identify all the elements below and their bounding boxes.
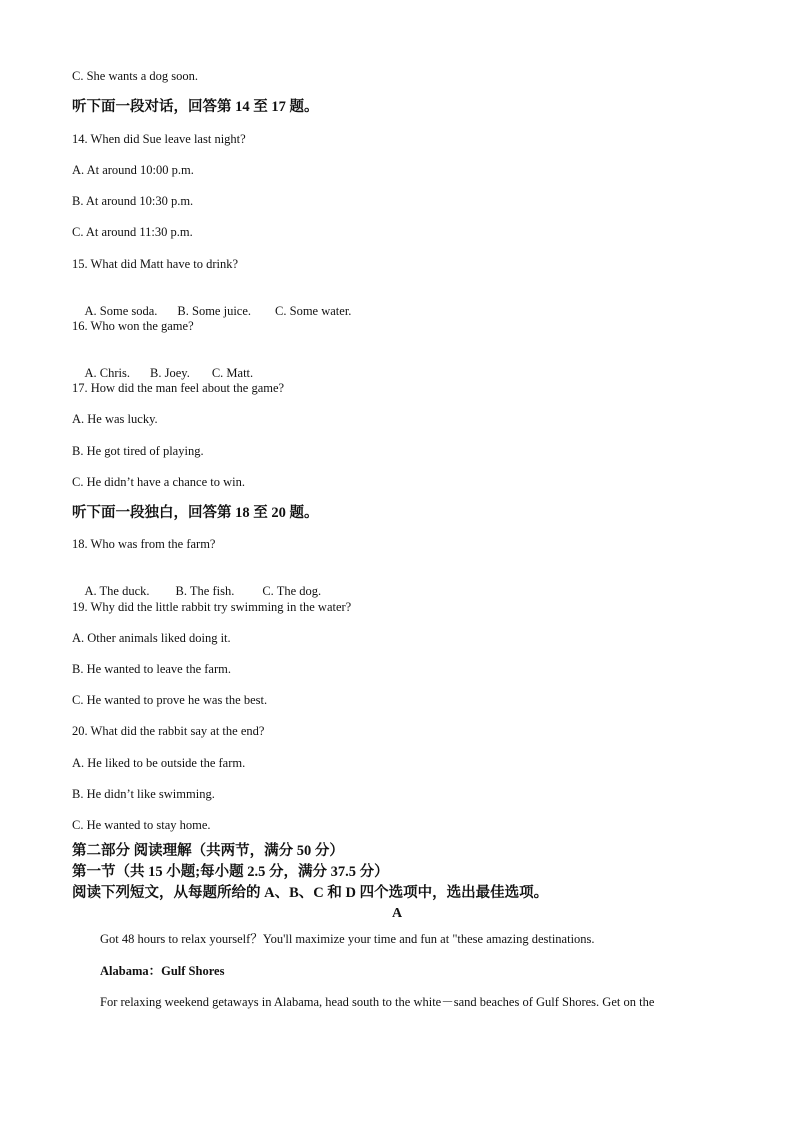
passage-subheading: Alabama：Gulf Shores [100,964,225,978]
question-16: 16. Who won the game? [72,319,194,333]
question-15: 15. What did Matt have to drink? [72,257,239,271]
option-17c: C. He didn’t have a chance to win. [72,475,245,489]
section-heading-18-20: 听下面一段独白，回答第 18 至 20 题。 [72,505,319,521]
option-20b: B. He didn’t like swimming. [72,787,215,801]
option-15b: B. Some juice. [177,304,252,318]
option-16c: C. Matt. [211,366,254,380]
option-19c: C. He wanted to prove he was the best. [72,693,268,707]
option-20c: C. He wanted to stay home. [72,818,211,832]
option-17a: A. He was lucky. [72,412,158,426]
option-16b: B. Joey. [150,366,190,380]
option-16a: A. Chris. [84,366,130,380]
option-18a: A. The duck. [84,584,150,598]
option-15c: C. Some water. [275,304,352,318]
passage-intro: Got 48 hours to relax yourself？You'll maximize your time and fun at "these amazing destinations. [100,932,595,946]
option-15a: A. Some soda. [84,304,158,318]
option-14b: B. At around 10:30 p.m. [72,194,194,208]
option-18b: B. The fish. [175,584,235,598]
part-two-heading: 第二部分 阅读理解（共两节，满分 50 分） [72,843,344,859]
option-13c: C. She wants a dog soon. [72,69,199,83]
passage-letter: A [391,906,403,921]
question-20: 20. What did the rabbit say at the end? [72,724,265,738]
question-18: 18. Who was from the farm? [72,537,216,551]
option-19b: B. He wanted to leave the farm. [72,662,231,676]
section-one-heading: 第一节（共 15 小题;每小题 2.5 分，满分 37.5 分） [72,864,389,880]
passage-paragraph: For relaxing weekend getaways in Alabama, head south to the white－sand beaches of Gulf Shores. Get on the [100,995,655,1009]
section-heading-14-17: 听下面一段对话，回答第 14 至 17 题。 [72,99,319,115]
option-20a: A. He liked to be outside the farm. [72,756,246,770]
question-19: 19. Why did the little rabbit try swimming in the water? [72,600,352,614]
option-18c: C. The dog. [262,584,322,598]
question-14: 14. When did Sue leave last night? [72,132,246,146]
option-14a: A. At around 10:00 p.m. [72,163,194,177]
option-14c: C. At around 11:30 p.m. [72,225,193,239]
option-19a: A. Other animals liked doing it. [72,631,231,645]
question-17: 17. How did the man feel about the game? [72,381,285,395]
reading-instructions: 阅读下列短文，从每题所给的 A、B、C 和 D 四个选项中，选出最佳选项。 [72,885,549,901]
option-17b: B. He got tired of playing. [72,444,204,458]
